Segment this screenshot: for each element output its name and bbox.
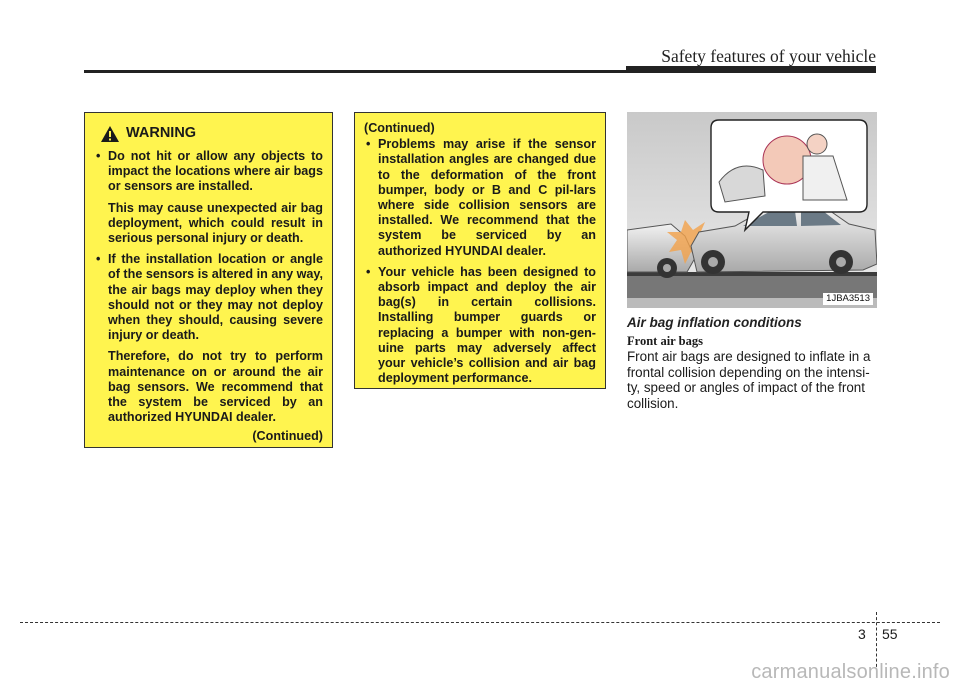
continued-list: [364, 137, 596, 386]
warning-item-note: This may cause unexpected air bag deployment, which could result in serious personal injury or death.: [108, 200, 323, 246]
section-body: Front air bags are designed to inflate in a frontal collision depending on the intensi-ty, speed or angles of impact of the front collision.: [627, 349, 871, 411]
continued-item: • Your vehicle has been designed to absorb impact and deploy the air bag(s) in certain collisions. Installing bumper guards or replacing a bumper with non-gen-uine parts may adversely affect your vehicle’s collision and air bag deployment performance.: [364, 265, 596, 387]
warning-list: [94, 149, 323, 425]
watermark: carmanualsonline.info: [751, 661, 950, 683]
section-subheading: Front air bags: [627, 334, 703, 348]
continued-label: (Continued): [252, 429, 323, 444]
collision-illustration: [627, 112, 877, 308]
warning-box: [84, 112, 333, 448]
section-heading: Air bag inflation conditions: [627, 315, 802, 330]
warning-title: WARNING: [126, 125, 197, 142]
warning-triangle-icon: [100, 125, 120, 143]
footer-rule: [20, 622, 940, 623]
warning-item-note: Therefore, do not try to perform maintenance on or around the air bag sensors. We recommend that the system be serviced by an authorized HYUNDAI dealer.: [108, 349, 323, 425]
page-number: 55: [882, 626, 898, 642]
warning-item: [94, 149, 323, 246]
warning-item-text: If the installation location or angle of the sensors is altered in any way, the air bags may deploy when they should not or they may not deploy when they should, causing severe injury or death.: [108, 252, 323, 343]
warning-item-text: Do not hit or allow any objects to impact the locations where air bags or sensors are installed.: [108, 149, 323, 194]
warning-heading: [100, 125, 323, 143]
chapter-number: 3: [858, 626, 866, 642]
continued-title: (Continued): [364, 121, 435, 135]
continued-box: [354, 112, 606, 389]
header-title: Safety features of your vehicle: [661, 46, 876, 66]
illustration-code: 1JBA3513: [823, 293, 873, 305]
warning-item: [94, 252, 323, 425]
header-rule-accent: [626, 66, 876, 73]
continued-item: • Problems may arise if the sensor installation angles are changed due to the deformation of the front bumper, body or B and C pil-lars where side collision sensors are installed. We recommend that the system be serviced by an authorized HYUNDAI dealer.: [364, 137, 596, 259]
collision-illustration-image: [627, 112, 877, 308]
